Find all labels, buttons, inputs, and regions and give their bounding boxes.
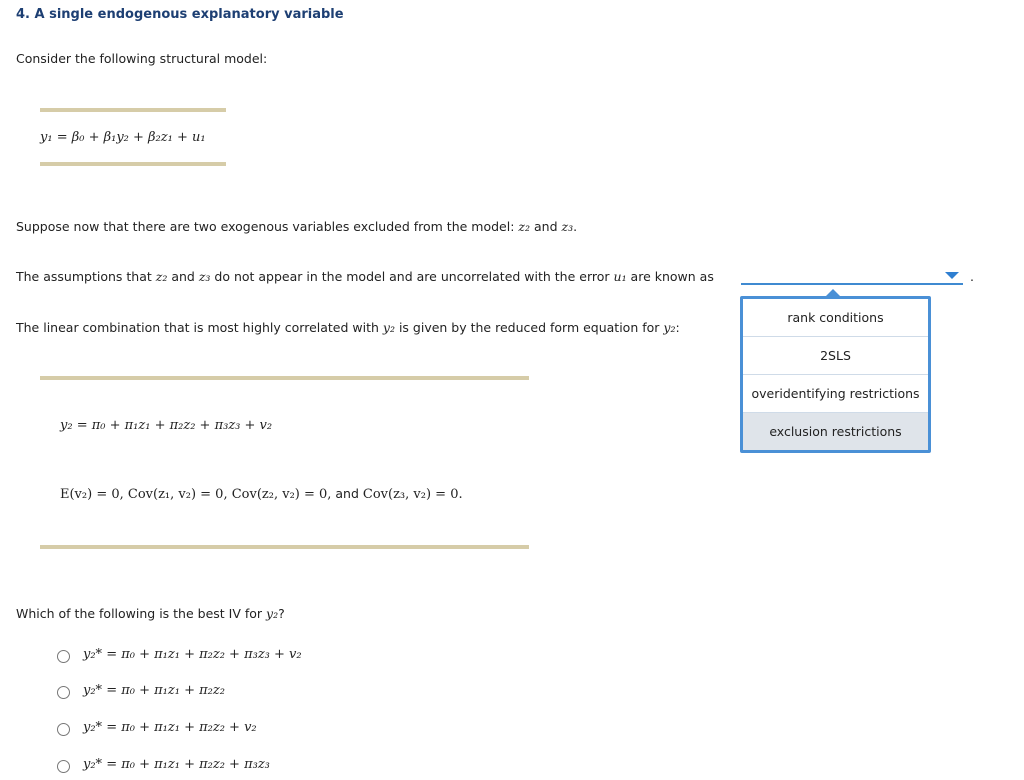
linear-combination-text: The linear combination that is most highly correlated with y₂ is given by the reduced form equation for y₂:	[16, 320, 680, 335]
iv-option-2[interactable]: y₂* = π₀ + π₁z₁ + π₂z₂	[57, 686, 70, 699]
iv-option-3[interactable]: y₂* = π₀ + π₁z₁ + π₂z₂ + v₂	[57, 723, 70, 736]
dropdown-arrow-icon[interactable]	[945, 272, 959, 279]
menu-option-2sls[interactable]: 2SLS	[743, 337, 928, 375]
iv-question-text: Which of the following is the best IV for y₂?	[16, 606, 285, 621]
radio-button[interactable]	[57, 723, 70, 736]
reduced-rule-bottom	[40, 545, 529, 549]
assumption-dropdown[interactable]	[741, 266, 963, 285]
menu-option-overidentifying-restrictions[interactable]: overidentifying restrictions	[743, 375, 928, 413]
equation-rule-bottom	[40, 162, 226, 166]
equation-rule-top	[40, 108, 226, 112]
exogenous-text: Suppose now that there are two exogenous variables excluded from the model: z₂ and z₃.	[16, 219, 578, 234]
menu-option-rank-conditions[interactable]: rank conditions	[743, 299, 928, 337]
reduced-rule-top	[40, 376, 529, 380]
menu-caret-icon	[826, 289, 840, 296]
structural-equation: y₁ = β₀ + β₁y₂ + β₂z₁ + u₁	[40, 130, 206, 145]
assumption-period: .	[970, 269, 974, 284]
reduced-form-conditions: E(v₂) = 0, Cov(z₁, v₂) = 0, Cov(z₂, v₂) = 0, and Cov(z₃, v₂) = 0.	[60, 486, 463, 502]
radio-button[interactable]	[57, 760, 70, 773]
intro-text: Consider the following structural model:	[16, 51, 268, 66]
dropdown-menu	[740, 296, 931, 453]
question-title: 4. A single endogenous explanatory variable	[16, 7, 344, 22]
reduced-form-equation: y₂ = π₀ + π₁z₁ + π₂z₂ + π₃z₃ + v₂	[60, 418, 273, 433]
iv-option-1[interactable]: y₂* = π₀ + π₁z₁ + π₂z₂ + π₃z₃ + v₂	[57, 650, 70, 663]
radio-button[interactable]	[57, 686, 70, 699]
menu-option-exclusion-restrictions[interactable]: exclusion restrictions	[743, 413, 928, 450]
iv-option-4[interactable]: y₂* = π₀ + π₁z₁ + π₂z₂ + π₃z₃	[57, 760, 70, 773]
assumption-text: The assumptions that z₂ and z₃ do not appear in the model and are uncorrelated with the error u₁ are known as	[16, 269, 714, 284]
radio-button[interactable]	[57, 650, 70, 663]
